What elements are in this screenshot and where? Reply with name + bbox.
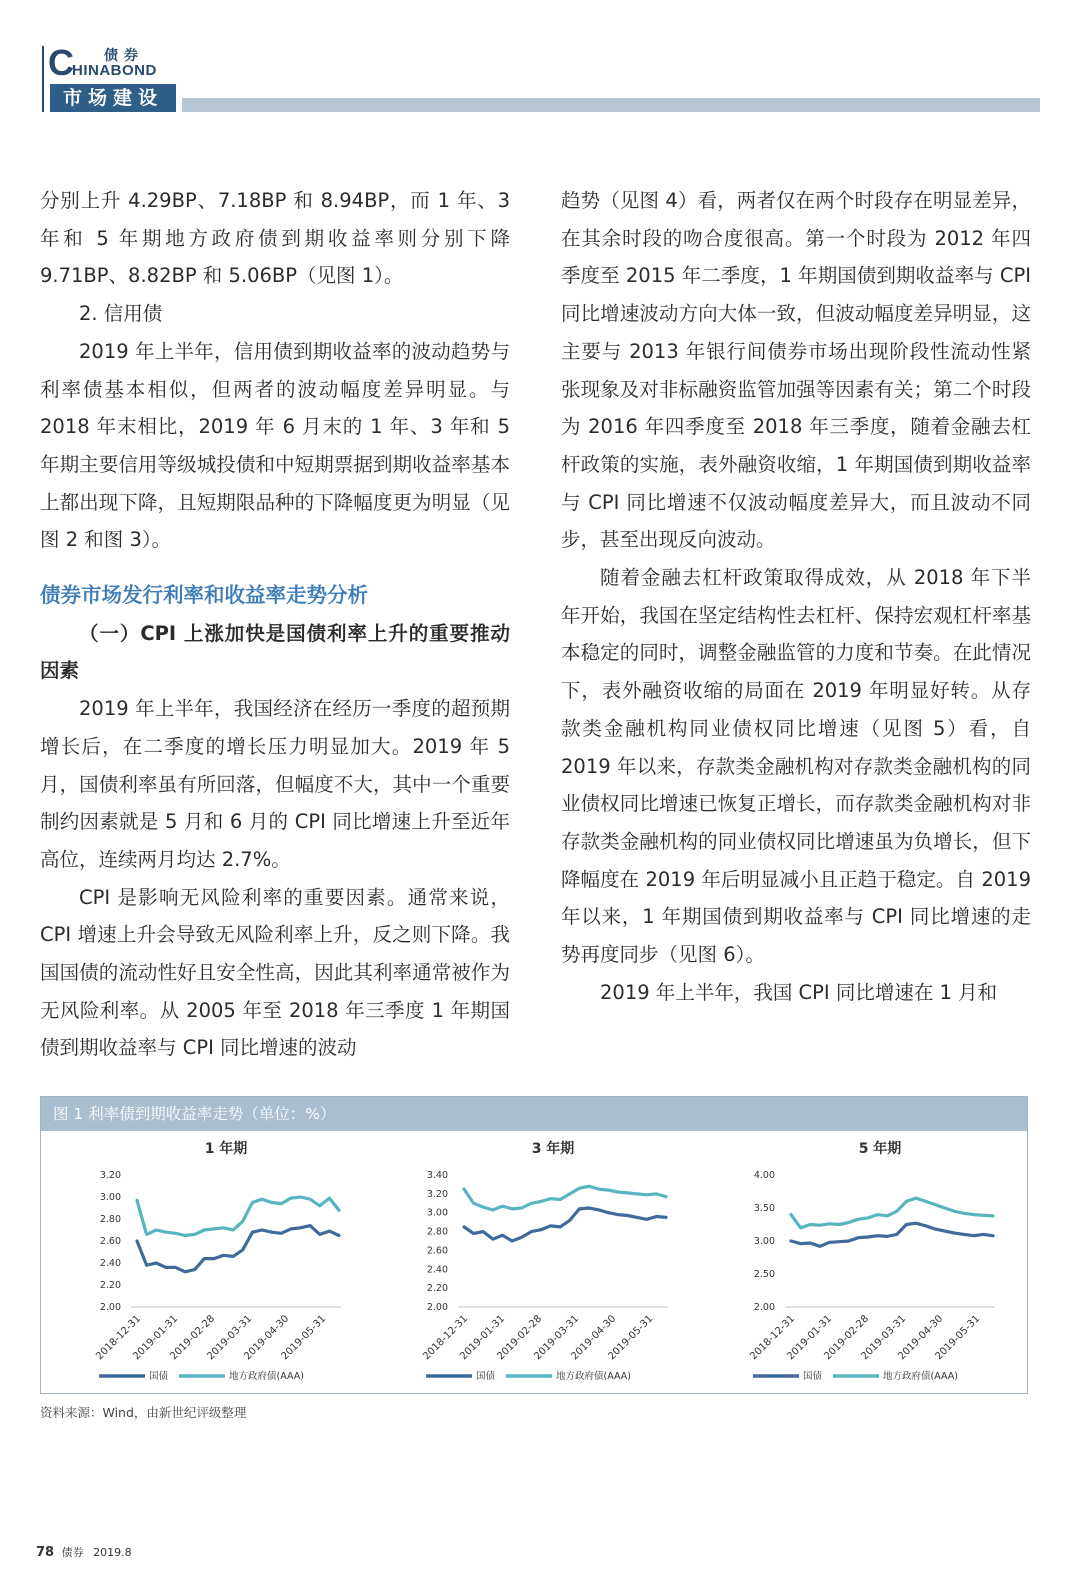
x-tick-label: 2019-03-31: [859, 1313, 909, 1363]
y-tick-label: 2.40: [99, 1258, 121, 1269]
legend-label: 国债: [476, 1371, 496, 1382]
y-tick-label: 3.00: [426, 1207, 448, 1219]
logo-letter: C: [48, 42, 74, 83]
journal-logo: [42, 40, 172, 84]
x-tick-label: 2018-12-31: [94, 1313, 144, 1363]
y-tick-label: 2.00: [426, 1302, 448, 1313]
figure-source: 资料来源：Wind，由新世纪评级整理: [40, 1405, 247, 1420]
y-tick-label: 2.60: [426, 1245, 448, 1257]
paragraph: 2019 年上半年，我国 CPI 同比增速在 1 月和: [600, 980, 998, 1004]
issue-number: 2019.8: [93, 1546, 132, 1559]
y-tick-label: 2.80: [99, 1214, 121, 1225]
chart-title: 1 年期: [204, 1141, 248, 1157]
legend-label: 地方政府债(AAA): [883, 1371, 958, 1382]
y-tick-label: 3.20: [426, 1188, 448, 1200]
y-tick-label: 2.80: [426, 1226, 448, 1238]
section-tag: 市场建设: [50, 84, 176, 112]
x-tick-label: 2019-01-31: [458, 1313, 508, 1363]
legend-label: 国债: [149, 1371, 169, 1382]
page-number: 78: [36, 1545, 55, 1560]
paragraph: 2019 年上半年，我国经济在经历一季度的超预期增长后，在二季度的增长压力明显加大。2019 年 5 月，国债利率虽有所回落，但幅度不大，其中一个重要制约因素就是 5 月和 6 月的 CPI 同比增速上升至近年高位，连续两月均达 2.7%。: [40, 697, 510, 871]
journal-name: 债券: [61, 1546, 84, 1559]
page-footer: [36, 1544, 132, 1560]
series-line-local-gov: [137, 1197, 339, 1236]
paragraph: CPI 是影响无风险利率的重要因素。通常来说，CPI 增速上升会导致无风险利率上升，反之则下降。我国国债的流动性好且安全性高，因此其利率通常被作为无风险利率。从 2005 年至 2018 年三季度 1 年期国债到期收益率与 CPI 同比增速的波动: [40, 885, 510, 1060]
y-tick-label: 2.60: [99, 1236, 121, 1247]
logo-chinese: 债券: [104, 48, 144, 64]
x-tick-label: 2019-05-31: [606, 1313, 656, 1363]
x-tick-label: 2019-01-31: [785, 1313, 835, 1363]
series-line-local-gov: [464, 1186, 666, 1210]
x-tick-label: 2019-02-28: [495, 1313, 545, 1363]
chart-title: 5 年期: [858, 1141, 902, 1157]
page-header: [42, 40, 1042, 114]
series-line-treasury: [464, 1208, 666, 1241]
y-tick-label: 2.20: [426, 1283, 448, 1295]
y-tick-label: 3.20: [99, 1170, 121, 1181]
x-tick-label: 2018-12-31: [748, 1313, 798, 1363]
paragraph: 2019 年上半年，信用债到期收益率的波动趋势与利率债基本相似，但两者的波动幅度差异明显。与 2018 年末相比，2019 年 6 月末的 1 年、3 年和 5 年期主要信用等级城投债和中短期票据到期收益率基本上都出现下降，且短期限品种的下降幅度更为明显（见图 2 和图 3）。: [40, 339, 510, 552]
y-tick-label: 2.20: [99, 1280, 121, 1291]
x-tick-label: 2019-04-30: [896, 1313, 946, 1363]
subheading: 2. 信用债: [79, 302, 163, 326]
x-tick-label: 2019-01-31: [131, 1313, 181, 1363]
y-tick-label: 3.00: [99, 1192, 121, 1203]
series-line-treasury: [791, 1223, 993, 1246]
x-tick-label: 2019-05-31: [933, 1313, 983, 1363]
legend-label: 地方政府债(AAA): [556, 1371, 631, 1382]
y-tick-label: 4.00: [753, 1170, 775, 1181]
x-tick-label: 2019-02-28: [168, 1313, 218, 1363]
logo-english: HINABOND: [72, 62, 157, 79]
right-column: [561, 182, 1031, 1011]
x-tick-label: 2019-04-30: [569, 1313, 619, 1363]
y-tick-label: 2.40: [426, 1264, 448, 1276]
left-column: [40, 182, 510, 1067]
chart-3-year: [376, 1133, 696, 1389]
y-tick-label: 2.50: [753, 1269, 775, 1280]
y-tick-label: 3.50: [753, 1203, 775, 1214]
figure-1: [40, 1096, 1028, 1394]
legend-label: 国债: [803, 1371, 823, 1382]
paragraph: 随着金融去杠杆政策取得成效，从 2018 年下半年开始，我国在坚定结构性去杠杆、保持宏观杠杆率基本稳定的同时，调整金融监管的力度和节奏。在此情况下，表外融资收缩的局面在 2019 年明显好转。从存款类金融机构同业债权同比增速（见图 5）看，自 2019 年以来，存款类金融机构对存款类金融机构的同业债权同比增速已恢复正增长，而存款类金融机构对非存款类金融机构的同业债权同比增速虽为负增长，但下降幅度在 2019 年后明显减小且正趋于稳定。自 2019 年以来，1 年期国债到期收益率与 CPI 同比增速的走势再度同步（见图 6）。: [561, 566, 1031, 967]
x-tick-label: 2019-03-31: [532, 1313, 582, 1363]
section-title: 债券市场发行利率和收益率走势分析: [40, 583, 368, 608]
x-tick-label: 2019-05-31: [279, 1313, 329, 1363]
paragraph: 分别上升 4.29BP、7.18BP 和 8.94BP，而 1 年、3 年和 5 年期地方政府债到期收益率则分别下降 9.71BP、8.82BP 和 5.06BP（见图 1）。: [40, 189, 510, 288]
subsection-title: （一）CPI 上涨加快是国债利率上升的重要推动因素: [40, 621, 510, 683]
chart-5-year: [703, 1133, 1023, 1389]
paragraph: 趋势（见图 4）看，两者仅在两个时段存在明显差异，在其余时段的吻合度很高。第一个时段为 2012 年四季度至 2015 年二季度，1 年期国债到期收益率与 CPI 同比增速波动方向大体一致，但波动幅度差异明显，这主要与 2013 年银行间债券市场出现阶段性流动性紧张现象及对非标融资监管加强等因素有关；第二个时段为 2016 年四季度至 2018 年三季度，随着金融去杠杆政策的实施，表外融资收缩，1 年期国债到期收益率与 CPI 同比增速不仅波动幅度差异大，而且波动不同步，甚至出现反向波动。: [561, 189, 1031, 552]
series-line-local-gov: [791, 1198, 993, 1228]
chart-1-year: [49, 1133, 369, 1389]
y-tick-label: 2.00: [753, 1302, 775, 1313]
x-tick-label: 2019-04-30: [242, 1313, 292, 1363]
chart-title: 3 年期: [531, 1141, 575, 1157]
y-tick-label: 3.40: [426, 1170, 448, 1181]
y-tick-label: 2.00: [99, 1302, 121, 1313]
header-bar: [182, 98, 1040, 112]
legend-label: 地方政府债(AAA): [229, 1371, 304, 1382]
y-tick-label: 3.00: [753, 1236, 775, 1247]
x-tick-label: 2018-12-31: [421, 1313, 471, 1363]
x-tick-label: 2019-03-31: [205, 1313, 255, 1363]
figure-title: 图 1 利率债到期收益率走势（单位：%）: [41, 1097, 1027, 1131]
x-tick-label: 2019-02-28: [822, 1313, 872, 1363]
